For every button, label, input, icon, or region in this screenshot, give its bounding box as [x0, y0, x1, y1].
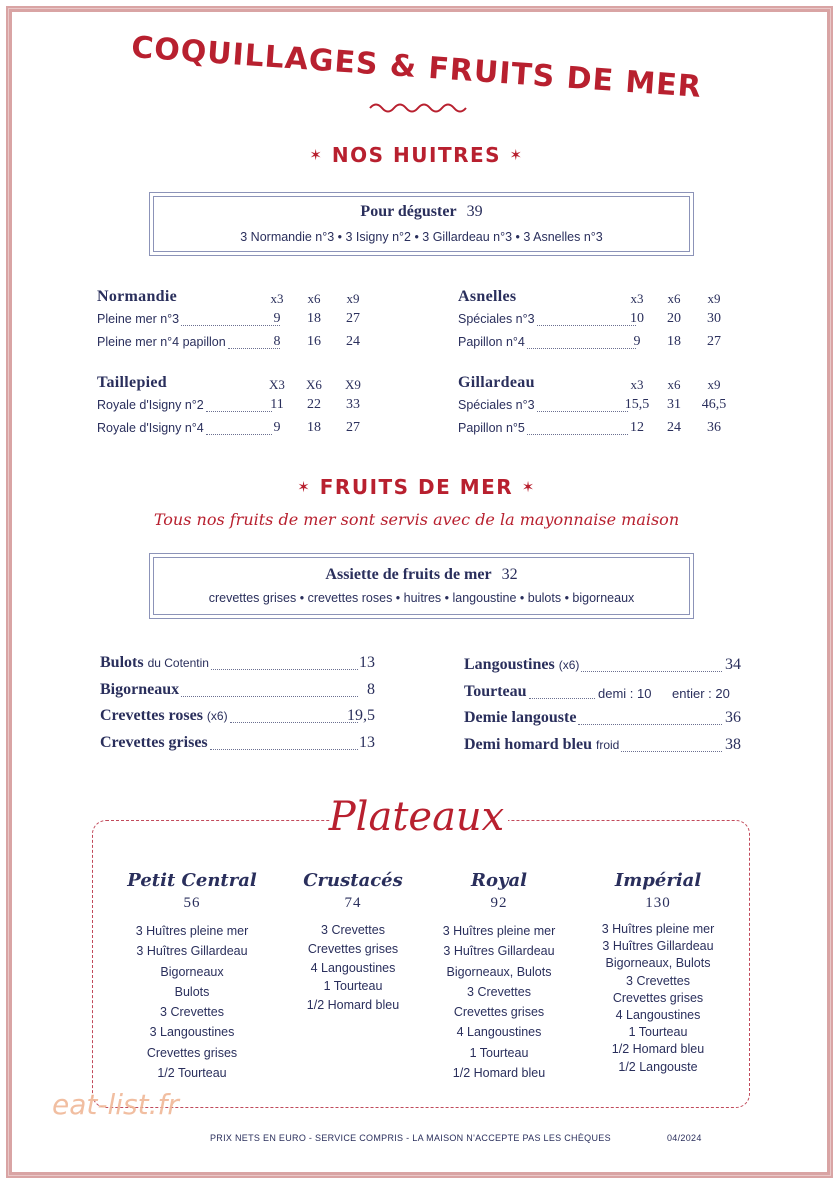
column-header: x9	[707, 377, 721, 392]
deguster-name: Pour déguster	[360, 203, 457, 220]
fm-item-name	[100, 681, 179, 699]
plateau-2	[278, 870, 428, 1015]
plateau-item: 1/2 Homard bleu	[452, 1066, 546, 1081]
oyster-row-label: Royale d'Isigny n°4	[97, 421, 204, 435]
plateau-item: 4 Langoustines	[615, 1008, 701, 1023]
oyster-price: 9	[633, 334, 641, 349]
column-header: x9	[346, 291, 360, 306]
deguster-price: 39	[466, 203, 483, 220]
oyster-price: 33	[346, 397, 360, 412]
fm-item-price: 19,5	[347, 707, 375, 724]
plateau-contents	[583, 921, 733, 1076]
plateau-item: 4 Langoustines	[310, 960, 396, 975]
star-icon: ✶	[509, 146, 524, 164]
oyster-price: 11	[270, 397, 284, 412]
oyster-price: 27	[346, 420, 360, 435]
oyster-price: 18	[307, 420, 321, 435]
fm-item-title: Langoustines	[464, 656, 555, 673]
plateau-item: 1/2 Tourteau	[157, 1066, 227, 1081]
oyster-price: 10	[630, 311, 644, 326]
fm-item-title: Bigorneaux	[100, 680, 180, 698]
oyster-price: 31	[667, 397, 681, 412]
plateau-contents	[278, 921, 428, 1015]
plateau-item: 3 Huîtres Gillardeau	[443, 944, 555, 959]
oyster-row-label: Spéciales n°3	[458, 312, 535, 326]
plateau-item: 1/2 Langouste	[618, 1059, 698, 1074]
oyster-price: 15,5	[624, 397, 650, 412]
fm-item-price: 34	[725, 656, 741, 673]
oyster-row-label: Pleine mer n°3	[97, 312, 180, 326]
fm-item-note: froid	[596, 737, 620, 752]
fm-item-title: Bulots	[100, 654, 144, 671]
oyster-price: 9	[273, 420, 281, 435]
assiette-price: 32	[501, 566, 518, 583]
plateau-item: 1 Tourteau	[469, 1045, 529, 1060]
plateau-item: 1/2 Homard bleu	[611, 1042, 705, 1057]
assiette-desc: crevettes grises • crevettes roses • huitres • langoustine • bulots • bigorneaux	[208, 591, 635, 605]
oyster-price: 16	[307, 334, 321, 349]
plateau-price: 92	[490, 895, 508, 911]
fm-item-title: Demi homard bleu	[464, 735, 592, 753]
fm-item-title: Crevettes grises	[100, 733, 208, 751]
plateau-item: Bigorneaux, Bulots	[605, 956, 711, 971]
assiette-name: Assiette de fruits de mer	[325, 566, 492, 583]
oyster-price: 18	[307, 311, 321, 326]
fm-item-title: Tourteau	[464, 682, 527, 700]
plateau-item: 3 Huîtres pleine mer	[601, 922, 715, 936]
plateau-item: 3 Huîtres Gillardeau	[136, 944, 248, 959]
plateau-item: 4 Langoustines	[456, 1025, 542, 1040]
plateau-item: 3 Crevettes	[160, 1005, 224, 1020]
plateau-item: 1/2 Homard bleu	[306, 998, 400, 1013]
tourteau-demi: demi : 10	[598, 685, 652, 701]
star-icon: ✶	[521, 478, 536, 496]
oyster-price: 27	[707, 334, 721, 349]
huitres-heading	[0, 143, 833, 167]
fm-item-price: 8	[367, 680, 375, 698]
deguster-box	[149, 192, 694, 256]
fm-item-price: 13	[359, 733, 375, 751]
plateau-item: 3 Crevettes	[321, 923, 385, 937]
huitres-heading-text: NOS HUITRES	[331, 143, 502, 167]
fruits-heading-text: FRUITS DE MER	[319, 475, 514, 499]
plateau-item: 3 Crevettes	[626, 973, 690, 988]
oyster-row-label: Royale d'Isigny n°2	[97, 398, 204, 412]
oyster-group-name: Gillardeau	[458, 374, 535, 391]
oyster-group-name: Normandie	[97, 288, 178, 305]
column-header: x3	[630, 291, 644, 306]
plateaux-heading: Plateaux	[328, 794, 505, 840]
column-header: x6	[667, 291, 681, 306]
fm-item-name	[464, 683, 527, 701]
column-header: x6	[307, 291, 321, 306]
plateau-item: 1 Tourteau	[323, 979, 383, 994]
plateau-item: 3 Crevettes	[467, 984, 531, 999]
fm-item-title: Demie langouste	[464, 709, 577, 726]
column-header: x6	[667, 377, 681, 392]
footer-notice: PRIX NETS EN EURO - SERVICE COMPRIS - LA MAISON N'ACCEPTE PAS LES CHÈQUES	[210, 1133, 611, 1143]
oyster-row-label: Papillon n°5	[458, 421, 525, 435]
oyster-price: 20	[667, 311, 681, 326]
oyster-price: 24	[346, 334, 360, 349]
oyster-price: 9	[273, 311, 281, 326]
column-header: x3	[270, 291, 284, 306]
wave-ornament	[368, 100, 472, 114]
fm-item-note: (x6)	[558, 658, 580, 672]
oyster-price: 8	[273, 334, 281, 349]
plateau-name: Crustacés	[303, 870, 403, 891]
oyster-group-name: Asnelles	[458, 288, 517, 305]
fm-item-price: 38	[725, 735, 741, 753]
oyster-price: 46,5	[701, 397, 727, 412]
footer-date: 04/2024	[667, 1133, 702, 1143]
plateau-3	[424, 870, 574, 1083]
star-icon: ✶	[309, 146, 324, 164]
plateau-contents	[424, 921, 574, 1083]
star-icon: ✶	[297, 478, 312, 496]
fm-item-name	[100, 654, 209, 672]
fm-item-name	[464, 736, 619, 754]
assiette-box	[149, 553, 694, 619]
plateau-item: 1 Tourteau	[628, 1025, 688, 1040]
plateau-price: 130	[645, 895, 671, 911]
plateau-item: 3 Huîtres pleine mer	[135, 924, 249, 938]
oyster-price: 12	[630, 420, 644, 435]
plateau-name: Petit Central	[127, 870, 257, 891]
oyster-price: 27	[346, 311, 360, 326]
plateau-name: Royal	[471, 870, 527, 891]
column-header: X9	[345, 377, 361, 392]
plateau-price: 74	[344, 895, 362, 911]
fm-item-price: 13	[359, 654, 375, 671]
fm-item-note: du Cotentin	[147, 656, 209, 670]
page-title: COQUILLAGES & FRUITS DE MER	[130, 30, 703, 105]
plateau-item: 3 Huîtres Gillardeau	[602, 939, 714, 954]
fruits-tagline: Tous nos fruits de mer sont servis avec de la mayonnaise maison	[153, 510, 680, 529]
fm-item-name	[464, 656, 579, 674]
fm-item-name	[464, 709, 576, 727]
plateau-item: 3 Langoustines	[149, 1025, 235, 1040]
deguster-desc: 3 Normandie n°3 • 3 Isigny n°2 • 3 Gillardeau n°3 • 3 Asnelles n°3	[240, 230, 603, 244]
plateau-4	[583, 870, 733, 1076]
plateau-item: Crevettes grises	[453, 1005, 545, 1020]
fm-item-price: 36	[725, 709, 741, 726]
fm-item-title: Crevettes roses	[100, 707, 203, 724]
dot-leader	[527, 434, 628, 435]
fm-item-name	[100, 707, 228, 725]
fm-item-note: (x6)	[206, 709, 228, 723]
plateau-1	[117, 870, 267, 1083]
plateau-item: Bigorneaux	[160, 964, 224, 979]
plateau-price: 56	[183, 895, 201, 911]
oyster-row-label: Pleine mer n°4 papillon	[97, 335, 226, 349]
column-header: X6	[306, 377, 322, 392]
oyster-row-label: Spéciales n°3	[458, 398, 535, 412]
plateau-item: Crevettes grises	[307, 941, 399, 956]
plateau-name: Impérial	[614, 870, 702, 891]
plateau-item: Bulots	[174, 984, 210, 999]
column-header: x3	[630, 377, 644, 392]
fm-item-name	[100, 734, 208, 752]
tourteau-entier: entier : 20	[672, 685, 730, 701]
oyster-price: 36	[707, 420, 721, 435]
oyster-price: 18	[667, 334, 681, 349]
oyster-price: 30	[707, 311, 721, 326]
plateau-item: Crevettes grises	[612, 990, 704, 1005]
oyster-price: 22	[307, 397, 321, 412]
plateau-contents	[117, 921, 267, 1083]
oyster-price: 24	[667, 420, 681, 435]
dot-leader	[537, 411, 628, 412]
oyster-row-label: Papillon n°4	[458, 335, 525, 349]
fruits-heading	[0, 475, 833, 499]
watermark: eat-list.fr	[52, 1088, 179, 1121]
column-header: x9	[707, 291, 721, 306]
oyster-group-name: Taillepied	[97, 374, 167, 391]
plateau-item: 3 Huîtres pleine mer	[442, 924, 556, 938]
plateau-item: Bigorneaux, Bulots	[446, 964, 552, 979]
plateau-item: Crevettes grises	[146, 1045, 238, 1060]
dot-leader	[529, 698, 595, 699]
column-header: X3	[269, 377, 285, 392]
